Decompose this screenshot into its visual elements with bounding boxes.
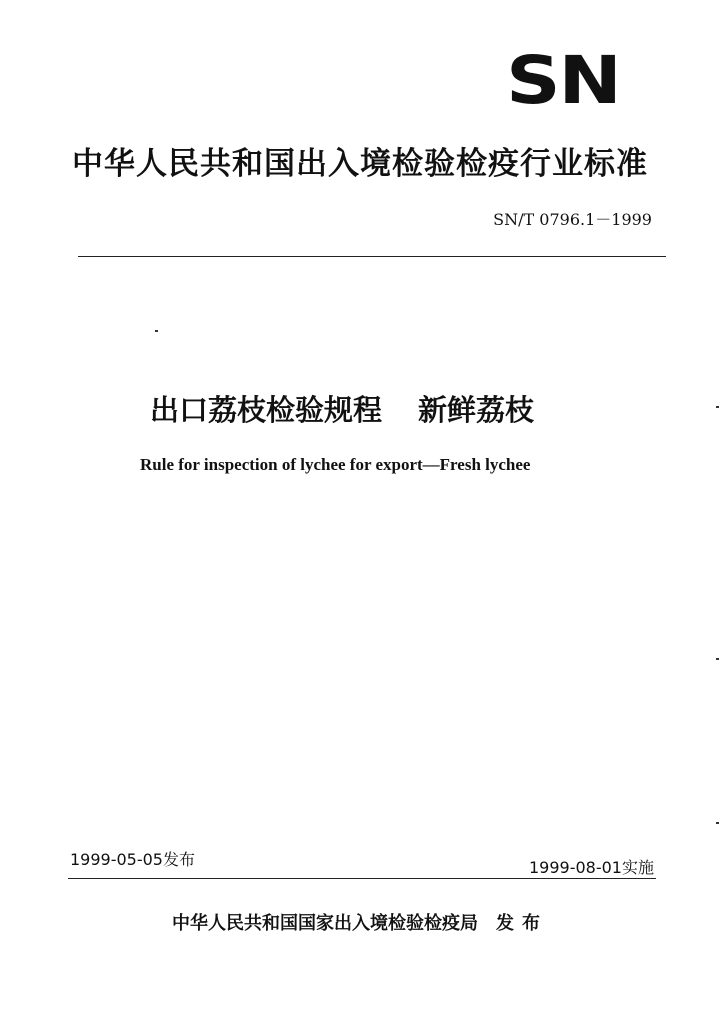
chinese-title xyxy=(150,390,650,430)
bottom-divider xyxy=(68,878,656,879)
scan-speck xyxy=(716,658,719,660)
chinese-title-main: 出口荔枝检验规程 xyxy=(150,393,383,427)
issuing-authority xyxy=(172,912,548,936)
issuer-name: 中华人民共和国国家出入境检验检疫局 xyxy=(172,913,478,934)
top-divider xyxy=(78,256,666,257)
english-title: Rule for inspection of lychee for export—Fresh lychee xyxy=(140,455,531,474)
chinese-title-sub: 新鲜荔枝 xyxy=(418,393,535,427)
implementation-date: 1999-08-01实施 xyxy=(529,858,654,877)
sn-logo: SN xyxy=(506,42,620,119)
issuer-action: 发布 xyxy=(496,913,548,934)
issue-date: 1999-05-05发布 xyxy=(70,850,195,869)
scan-speck xyxy=(716,822,719,824)
standard-category-heading: 中华人民共和国出入境检验检疫行业标准 xyxy=(72,146,648,182)
scan-speck xyxy=(716,406,719,408)
scan-speck xyxy=(155,330,158,332)
standard-code: SN/T 0796.1－1999 xyxy=(493,210,652,229)
